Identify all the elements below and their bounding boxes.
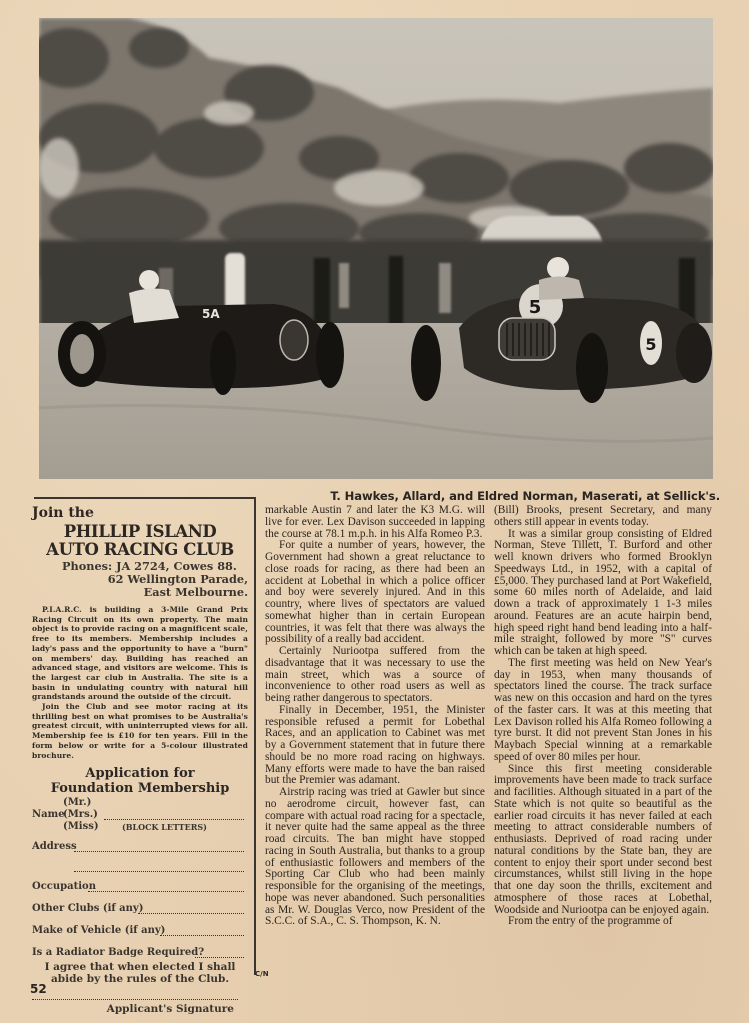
photo-caption: T. Hawkes, Allard, and Eldred Norman, Maserati, at Sellick's. — [330, 489, 720, 503]
article-paragraph: Certainly Nuriootpa suffered from the disadvantage that it was necessary to use the main street, which was a source of inconvenience to other road users as well as being rather dangerous to spectators. — [265, 645, 485, 704]
advert-box-top-rule — [34, 497, 255, 499]
badge-label: Is a Radiator Badge Required? — [32, 947, 205, 959]
vehicle-field-row — [32, 925, 248, 945]
article-column-middle — [265, 505, 485, 928]
advert-body-paragraph: Join the Club and see motor racing at its thrilling best on what promises to be Australia's greatest circuit, with uninterrupted views for all. Membership fee is £10 for ten years. Fill in the form below or write for a 5-colour illustrated brochure. — [32, 702, 248, 760]
car-right-number: 5 — [528, 297, 542, 318]
badge-input-line[interactable] — [195, 957, 244, 958]
article-paragraph: For quite a number of years, however, the Government had shown a great reluctance to close roads for racing, as there had been an accident at Lobethal in which a police officer and boy were severely injured. And in this country, where lives of spectators are valued somewhat higher than in certain European countries, it was felt that there was always the possibility of a really bad accident. — [265, 539, 485, 646]
article-paragraph: markable Austin 7 and later the K3 M.G. will live for ever. Lex Davison succeeded in lapping the course at 78.1 m.p.h. in his Alfa Romeo P.3. — [265, 504, 485, 540]
name-input-line[interactable] — [104, 819, 244, 820]
page-number: 52 — [30, 982, 47, 996]
advert-body — [32, 605, 248, 760]
car-left-number: 5A — [202, 307, 220, 321]
occupation-input-line[interactable] — [88, 891, 244, 892]
signature-label: Applicant's Signature — [106, 1003, 234, 1016]
advert-code: C/N — [255, 970, 269, 978]
article-column-right — [494, 505, 712, 928]
title-miss: (Miss) — [63, 821, 99, 833]
title-mrs: (Mrs.) — [63, 809, 98, 821]
advert-body-paragraph: P.I.A.R.C. is building a 3-Mile Grand Prix Racing Circuit on its own property. The main object is to provide racing on a magnificent scale, free to its members. Membership includes a lady's pass and the opportunity to have a "burn" on members' day. Building has reached an advanced stage, and visitors are welcome. This is the largest car club in Australia. The site is a basin in undulating country with natural hill grandstands around the outside of the circuit. — [32, 605, 248, 702]
block-letters-note: (BLOCK LETTERS) — [122, 822, 207, 833]
name-field-row — [32, 797, 248, 835]
race-photo — [39, 18, 713, 479]
form-title-line2: Foundation Membership — [50, 781, 230, 797]
address-input-line-1[interactable] — [74, 851, 244, 852]
article-paragraph: From the entry of the programme of — [508, 915, 673, 928]
article-paragraph: Since this first meeting considerable improvements have been made to track surface and facilities. Although situated in a part of the State which is not quite so beautiful as the earlier road circuits it has never failed at each meeting to attract considerable numbers of enthusiasts. Deprived of road racing under natural conditions by the State ban, they are content to enjoy their sport under second best circumstances, whilst still living in the hope that one day soon the thrills, excitement and atmosphere of those races at Lobethal, Woodside and Nuriootpa can be enjoyed again. — [494, 762, 712, 916]
occupation-field-row — [32, 881, 248, 901]
advert-box-right-rule — [254, 497, 256, 975]
advert-club-name-line2: AUTO RACING CLUB — [46, 540, 234, 559]
advert-address-line2: East Melbourne. — [143, 585, 248, 599]
agreement-text: I agree that when elected I shall abide by the rules of the Club. — [44, 961, 236, 986]
address-input-line-2[interactable] — [74, 871, 244, 872]
other-clubs-label: Other Clubs (if any) — [32, 903, 144, 915]
article-paragraph: (Bill) Brooks, present Secretary, and many others still appear in events today. — [494, 504, 712, 528]
advert-phones: Phones: JA 2724, Cowes 88. — [62, 559, 237, 573]
address-label: Address — [32, 841, 77, 853]
other-clubs-field-row — [32, 903, 248, 923]
car-right-side-number: 5 — [645, 335, 657, 354]
signature-input-line[interactable] — [32, 999, 238, 1000]
form-title-line1: Application for — [85, 766, 195, 782]
badge-field-row — [32, 947, 248, 961]
occupation-label: Occupation — [32, 881, 96, 893]
other-clubs-input-line[interactable] — [138, 913, 244, 914]
advert-address-line1: 62 Wellington Parade, — [107, 572, 248, 586]
race-photo-illustration — [39, 18, 713, 479]
address-field-row — [32, 841, 248, 861]
article-paragraph: Airstrip racing was tried at Gawler but since no aerodrome circuit, however fast, can compare with actual road racing for a spectacle, it never quite had the same appeal as the three road circuits. The ban might have stopped racing in South Australia, but thanks to a group of enthusiastic followers and members of the Sporting Car Club who had been mainly responsible for the organising of the meetings, hope was never abandoned. Such personalities as Mr. W. Douglas Verco, now President of the S.C.C. of S.A., C. S. Thompson, K. N. — [265, 786, 485, 928]
article-paragraph: The first meeting was held on New Year's day in 1953, when many thousands of spectators lined the course. The track surface was new on this occasion and hard on the tyres of the faster cars. It was at this meeting that Lex Davison rolled his Alfa Romeo following a tyre burst. It did not prevent Stan Jones in his Maybach Special winning at a remarkable speed of over 80 miles per hour. — [494, 656, 712, 763]
vehicle-label: Make of Vehicle (if any) — [32, 925, 166, 937]
club-advertisement — [32, 505, 269, 1016]
vehicle-input-line[interactable] — [160, 935, 244, 936]
name-label: Name — [32, 809, 65, 821]
title-mr: (Mr.) — [63, 797, 92, 809]
article-paragraph: Finally in December, 1951, the Minister responsible refused a permit for Lobethal Races, and an application to Cabinet was met by a Government statement that in future there should be no more road racing on highways. Many efforts were made to have the ban raised but the Premier was adamant. — [265, 703, 485, 787]
advert-join-heading: Join the — [32, 505, 94, 521]
article-paragraph: It was a similar group consisting of Eldred Norman, Steve Tillett, T. Burford and other well known drivers who formed Brooklyn Speedways Ltd., in 1952, with a capital of £5,000. They purchased land at Port Wakefield, some 60 miles north of Adelaide, and laid down a track of approximately 1 1-3 miles around. Features are an acute hairpin bend, high speed right hand bend leading into a half-mile straight, followed by more "S" curves which can be taken at high speed. — [494, 527, 712, 657]
advert-club-name-line1: PHILLIP ISLAND — [63, 522, 217, 541]
